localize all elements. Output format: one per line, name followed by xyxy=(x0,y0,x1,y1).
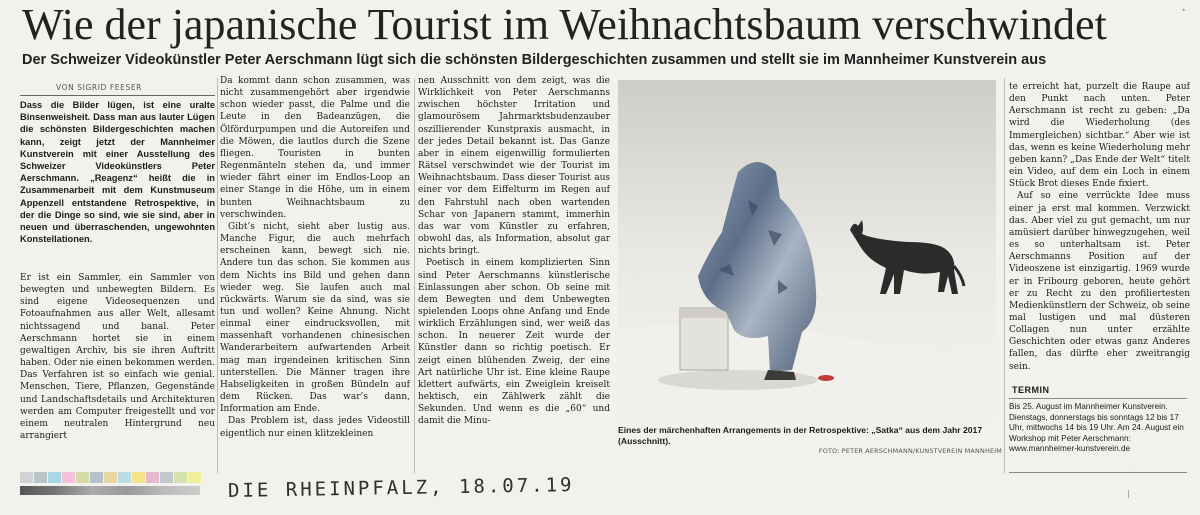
color-swatch xyxy=(90,472,103,483)
article-lead xyxy=(20,99,215,264)
paragraph: te erreicht hat, purzelt die Raupe auf den Punkt nach unten. Peter Aerschmann ist recht zu geben: „Da wird die Wiederholung (des Immergleichen) sichtbar.“ Aber wie ist das, wenn es keine Wiederholung mehr geben kann? „Das Ende der Welt“ titelt ein Video, auf dem ein Loch in einem Stück Brot dieses Ende fixiert. xyxy=(1009,82,1190,190)
color-swatch xyxy=(34,472,47,483)
column-rule xyxy=(414,78,415,473)
text-column-4 xyxy=(1009,81,1190,381)
color-swatch xyxy=(20,472,33,483)
paragraph: Da kommt dann schon zusammen, was nicht zusammengehört aber irgendwie schon wieder passt, die Palme und die Leute in den Badeanzügen, die Ölfördurpumpen und die Autoreifen und die Möwen, die lautlos durch die Szene fliegen. Touristen in bunten Regenmänteln stehen da, und immer wieder fährt einer im Endlos-Loop an einer Stange in die Höhe, um in einem bunten Weihnachtsbaum zu verschwinden. xyxy=(220,76,410,220)
artwork-photo-graphic xyxy=(618,80,996,422)
color-swatch xyxy=(76,472,89,483)
color-swatch xyxy=(174,472,187,483)
paragraph: Auf so eine verrückte Idee muss einer ja erst mal kommen. Verzwickt das. Aber viel zu gut gemacht, um nur amüsiert darüber hinwegzugehen, weil es so unterhaltsam ist. Peter Aerschmanns Position auf der Videoszene ist einzigartig. 1969 wurde er in Fribourg geboren, heute gehört er zu Recht zu den profiliertesten Medienkünstlern der Schweiz, ob seine mal lustigen und mal düsteren Collagen nun unter erzählte Geschichten oder etwas ganz Anderes fallen, das dürfte eher zweitrangig sein. xyxy=(1009,191,1190,372)
termin-heading: TERMIN xyxy=(1012,385,1050,395)
text-column-2 xyxy=(220,75,410,475)
paragraph: Er ist ein Sammler, ein Sammler von bewegten und unbewegten Bildern. Es sind eigene Videosequenzen und Fotoaufnahmen aus aller Welt, allesamt nichtssagend und banal. Peter Aerschmann hortet sie in einem gewaltigen Archiv, bis sie ihren Auftritt haben. Oder nie einen bekommen werden. Das Verfahren ist so einfach wie genial. Menschen, Tiere, Pflanzen, Gegenstände und Landschaftsdetails und Architekturen werden am Computer freigestellt und vor einem neutralen Hintergrund neu arrangiert xyxy=(20,273,215,442)
article-headline: Wie der japanische Tourist im Weihnachtsbaum verschwindet xyxy=(22,0,1107,49)
paragraph: Gibt’s nicht, sieht aber lustig aus. Manche Figur, die auch mehrfach erscheinen kann, bewegt sich nie. Andere tun das schon. Sie kommen aus dem Nichts ins Bild und gehen dann wieder weg. Sie laufen auch mal rückwärts. Warum sie da sind, was sie tun und wollen? Keine Ahnung. Nicht einmal einer eindrucksvollen, mit massenhaft vorhandenen chinesischen Wanderarbeitern aufwartenden Arbeit mag man irgendeinen kritischen Sinn unterstellen. Die Männer tragen ihre Habseligkeiten in großen Bündeln auf dem Rücken. Das war’s dann, Information am Ende. xyxy=(220,221,410,415)
color-calibration-strip xyxy=(20,472,202,483)
article-subheadline: Der Schweizer Videokünstler Peter Aerschmann lügt sich die schönsten Bildergeschichten zusammen und stellt sie im Mannheimer Kunstverein aus xyxy=(22,52,1047,68)
text-column-3 xyxy=(418,75,610,475)
text-column-1 xyxy=(20,272,215,472)
crop-mark xyxy=(1128,490,1137,498)
color-swatch xyxy=(188,472,201,483)
color-swatch xyxy=(132,472,145,483)
print-code: · xyxy=(1130,468,1132,474)
color-swatch xyxy=(48,472,61,483)
photo-credit: FOTO: PETER AERSCHMANN/KUNSTVEREIN MANNHEIM xyxy=(818,447,1002,455)
paragraph: nen Ausschnitt von dem zeigt, was die Wirklichkeit von Peter Aerschmanns zwischen höchster Irritation und glamourösem Jahrmarktsbudenzauber oszillierender Kunstpraxis ausmacht, in der jedes Detail bekannt ist. Das Ganze aber in einem eigenwillig formulierten Rätsel verschwindet wie der Tourist im Weihnachtsbaum. Dass dieser Tourist aus einer vor dem Eiffelturm im Regen auf den Fahrstuhl nach oben wartenden Schar von Japanern stammt, immerhin das war vom Künstler zu erfahren, obwohl das, als Information, absolut gar nichts bringt. xyxy=(418,76,610,257)
column-rule xyxy=(217,78,218,473)
lead-paragraph: Dass die Bilder lügen, ist eine uralte Binsenweisheit. Dass man aus lauter Lügen die schönsten Bildergeschichten machen kann, zeigt jetzt der Mannheimer Kunstverein mit einer Ausstellung des Schweizer Videokünstlers Peter Aerschmann. „Reagenz“ heißt die in Zusammenarbeit mit dem Kunstmuseum Appenzell entstandene Retrospektive, in der die Dinge so sind, wie sie sind, aber in neuen und überraschenden, ungewohnten Konstellationen. xyxy=(20,100,215,245)
termin-info: Bis 25. August im Mannheimer Kunstverein. Dienstags, donnerstags bis sonntags 12 bis 17 Uhr, mittwochs 14 bis 19 Uhr. Am 24. August ein Workshop mit Peter Aerschmann: www.mannheimer-kunstverein.de xyxy=(1009,398,1187,473)
color-swatch xyxy=(146,472,159,483)
gray-calibration-bar xyxy=(20,486,200,495)
color-swatch xyxy=(160,472,173,483)
color-swatch xyxy=(118,472,131,483)
paragraph: Poetisch in einem komplizierten Sinn sind Peter Aerschmanns künstlerische Einlassungen aber schon. Ob seine mit dem Bewegten und dem Unbewegten spielenden Loops ohne Anfang und Ende wirklich Erzählungen sind, wer weiß das schon. In neuerer Zeit wurde der Künstler dann so richtig poetisch. Er zeigt einen blühenden Zweig, der eine Art natürliche Uhr ist. Eine kleine Raupe klettert aufwärts, ein Zweiglein kreiselt hektisch, ein Zählwerk zählt die Sekunden. Und wenn es die „60“ und damit die Minu- xyxy=(418,258,610,427)
photo-caption: Eines der märchenhaften Arrangements in der Retrospektive: „Satka“ aus dem Jahr 2017 (Ausschnitt). xyxy=(618,425,983,446)
corner-mark: • xyxy=(1181,6,1186,15)
byline-rule xyxy=(20,95,215,96)
paragraph: Das Problem ist, dass jedes Videostill eigentlich nur einen klitzekleinen xyxy=(220,416,410,439)
column-rule xyxy=(1004,78,1005,473)
handwritten-source-note: DIE RHEINPFALZ, 18.07.19 xyxy=(227,473,575,503)
color-swatch xyxy=(104,472,117,483)
color-swatch xyxy=(62,472,75,483)
artwork-photo xyxy=(618,80,996,422)
author-byline: VON SIGRID FEESER xyxy=(56,83,142,92)
